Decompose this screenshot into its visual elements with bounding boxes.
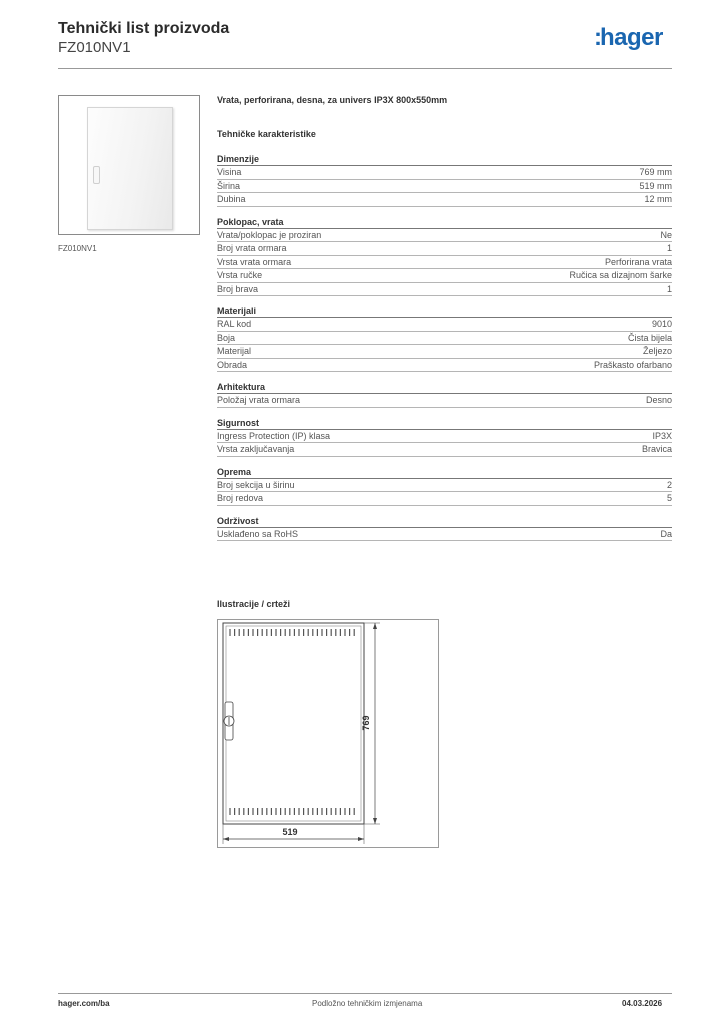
product-image (58, 95, 200, 235)
spec-label: Vrata/poklopac je proziran (217, 229, 322, 240)
section-title: Arhitektura (217, 381, 672, 394)
spec-row (217, 443, 672, 457)
product-image-caption: FZ010NV1 (58, 244, 97, 253)
section-title: Oprema (217, 466, 672, 479)
spec-value: Praškasto ofarbano (593, 359, 672, 370)
spec-label: Vrsta vrata ormara (217, 256, 292, 267)
spec-row (217, 479, 672, 493)
spec-label: Visina (217, 167, 242, 177)
vents-bottom (230, 808, 354, 815)
spec-value: Da (660, 528, 672, 539)
footer-notice: Podložno tehničkim izmjenama (312, 999, 423, 1008)
product-code: FZ010NV1 (58, 39, 131, 56)
spec-label: Vrsta ručke (217, 270, 263, 280)
spec-sections (217, 153, 672, 541)
spec-row (217, 256, 672, 270)
spec-row (217, 394, 672, 408)
height-dimension-label: 769 (361, 715, 371, 731)
spec-value: Ne (660, 229, 672, 240)
spec-content (217, 95, 672, 541)
spec-row (217, 283, 672, 297)
spec-label: Broj redova (217, 493, 264, 503)
spec-row (217, 492, 672, 506)
spec-label: Broj sekcija u širinu (217, 479, 295, 490)
vents-top (230, 629, 354, 636)
door-inner-outline (226, 626, 361, 821)
spec-row (217, 318, 672, 332)
door-outline (223, 623, 364, 824)
spec-row (217, 332, 672, 346)
hager-logo: :hager (594, 24, 663, 51)
spec-value: 769 mm (639, 167, 672, 177)
spec-value: Bravica (641, 444, 672, 454)
footer-date: 04.03.2026 (622, 999, 663, 1008)
spec-value: 1 (666, 283, 672, 294)
section-title: Sigurnost (217, 417, 672, 430)
spec-label: Širina (217, 180, 241, 191)
product-description: Vrata, perforirana, desna, za univers IP3X 800x550mm (217, 95, 448, 105)
spec-value: 12 mm (644, 194, 672, 204)
spec-value: 1 (666, 243, 672, 253)
footer-divider (58, 993, 672, 994)
spec-label: Dubina (217, 194, 246, 204)
header-divider (58, 68, 672, 69)
spec-label: Broj vrata ormara (217, 243, 287, 253)
spec-row (217, 229, 672, 243)
spec-value: Ručica sa dizajnom šarke (569, 270, 672, 280)
spec-row (217, 242, 672, 256)
width-dimension-label: 519 (282, 827, 298, 837)
door-image (87, 107, 173, 230)
spec-label: Vrsta zaključavanja (217, 444, 295, 454)
spec-value: Perforirana vrata (604, 256, 672, 267)
spec-row (217, 166, 672, 180)
spec-label: Boja (217, 332, 236, 343)
spec-row (217, 345, 672, 359)
spec-label: RAL kod (217, 319, 252, 329)
spec-value: 2 (666, 479, 672, 490)
tech-heading: Tehničke karakteristike (217, 129, 316, 139)
spec-value: 519 mm (639, 180, 672, 191)
drawing-svg (218, 620, 438, 847)
spec-label: Usklađeno sa RoHS (217, 528, 299, 539)
document-title: Tehnički list proizvoda (58, 20, 230, 37)
spec-value: Željezo (642, 346, 672, 356)
spec-label: Broj brava (217, 283, 259, 294)
footer-website[interactable]: hager.com/ba (58, 999, 110, 1008)
spec-label: Obrada (217, 359, 248, 370)
spec-row (217, 359, 672, 373)
section-title: Dimenzije (217, 153, 672, 166)
illustration-title: Ilustracije / crteži (217, 599, 291, 609)
spec-label: Ingress Protection (IP) klasa (217, 430, 331, 441)
section-title: Održivost (217, 515, 672, 528)
spec-value: Čista bijela (627, 332, 672, 343)
spec-label: Materijal (217, 346, 252, 356)
section-title: Poklopac, vrata (217, 216, 672, 229)
spec-value: 9010 (651, 319, 672, 329)
technical-drawing (217, 619, 439, 848)
spec-row (217, 180, 672, 194)
spec-value: IP3X (652, 430, 672, 441)
spec-value: Desno (645, 395, 672, 405)
door-handle-image (93, 166, 100, 184)
spec-row (217, 193, 672, 207)
spec-row (217, 528, 672, 542)
spec-label: Položaj vrata ormara (217, 395, 301, 405)
spec-value: 5 (666, 493, 672, 503)
spec-row (217, 269, 672, 283)
spec-row (217, 430, 672, 444)
section-title: Materijali (217, 305, 672, 318)
